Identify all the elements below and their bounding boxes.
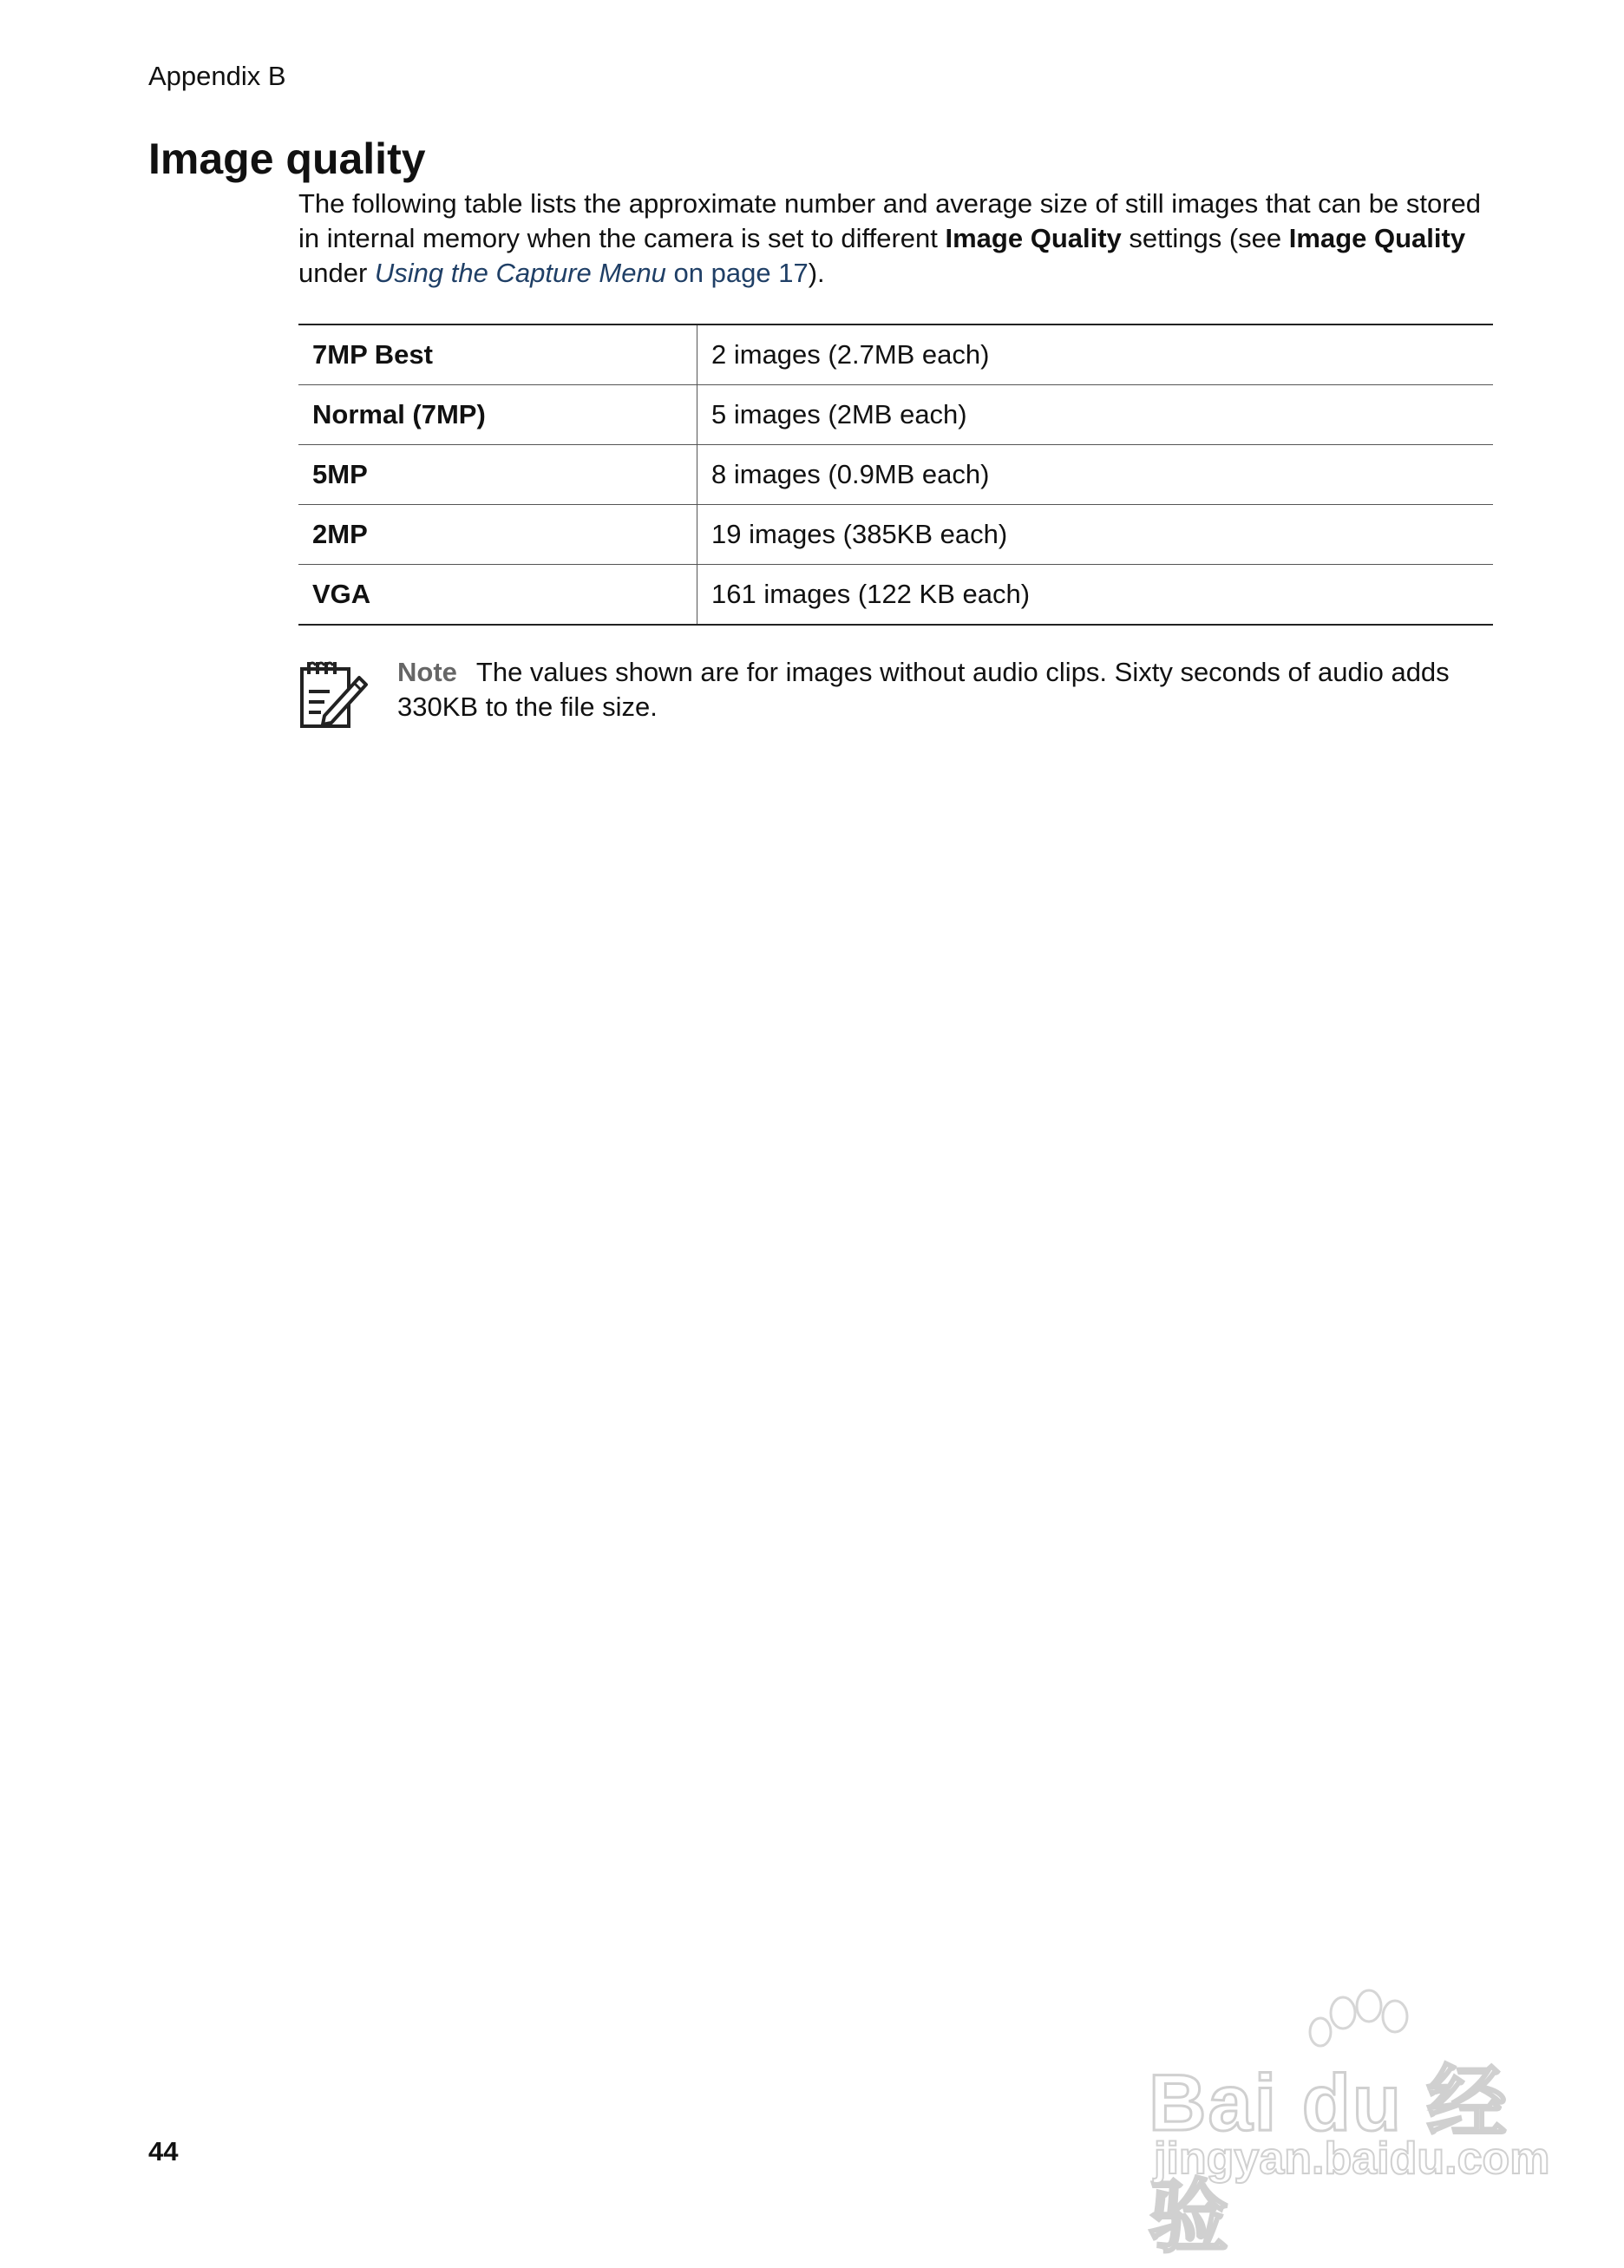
quality-setting-cell: 7MP Best xyxy=(298,324,697,385)
capacity-cell: 5 images (2MB each) xyxy=(697,385,1494,445)
note-body: The values shown are for images without audio clips. Sixty seconds of audio adds 330KB to the file size. xyxy=(397,657,1450,722)
table-row xyxy=(298,324,1493,385)
capacity-cell: 2 images (2.7MB each) xyxy=(697,324,1494,385)
capacity-cell: 19 images (385KB each) xyxy=(697,505,1494,565)
intro-bold-image-quality: Image Quality xyxy=(945,223,1122,253)
note-label: Note xyxy=(397,657,457,687)
table-row xyxy=(298,385,1493,445)
page-number: 44 xyxy=(148,2136,179,2166)
quality-setting-cell: 5MP xyxy=(298,445,697,505)
note-pencil-icon xyxy=(298,659,371,731)
capacity-cell: 161 images (122 KB each) xyxy=(697,565,1494,626)
intro-bold-image-quality-2: Image Quality xyxy=(1288,223,1466,253)
image-quality-table xyxy=(298,324,1493,626)
intro-text-4: ). xyxy=(808,258,825,288)
capture-menu-link-page: on page 17 xyxy=(665,258,809,288)
watermark-main: Bai du 经验 xyxy=(1149,2059,1509,2262)
table-row xyxy=(298,565,1493,626)
table-row xyxy=(298,445,1493,505)
quality-setting-cell: VGA xyxy=(298,565,697,626)
note-text-block xyxy=(397,655,1508,724)
intro-text-1: The following table lists the approximate number and average size of still images that can be stored in internal memory when the camera is set to different xyxy=(298,188,1482,253)
capture-menu-link-title: Using the Capture Menu xyxy=(374,258,666,288)
intro-paragraph xyxy=(298,187,1504,291)
baidu-jingyan-watermark xyxy=(1145,1987,1550,2262)
watermark-sub: jingyan.baidu.com xyxy=(1154,2134,1550,2184)
capacity-cell: 8 images (0.9MB each) xyxy=(697,445,1494,505)
intro-text-2: settings (see xyxy=(1121,223,1289,253)
running-head: Appendix B xyxy=(148,61,286,91)
table-row xyxy=(298,505,1493,565)
quality-setting-cell: Normal (7MP) xyxy=(298,385,697,445)
capture-menu-link[interactable] xyxy=(375,258,809,288)
intro-text-3: under xyxy=(298,258,375,288)
section-title: Image quality xyxy=(148,134,426,183)
quality-setting-cell: 2MP xyxy=(298,505,697,565)
